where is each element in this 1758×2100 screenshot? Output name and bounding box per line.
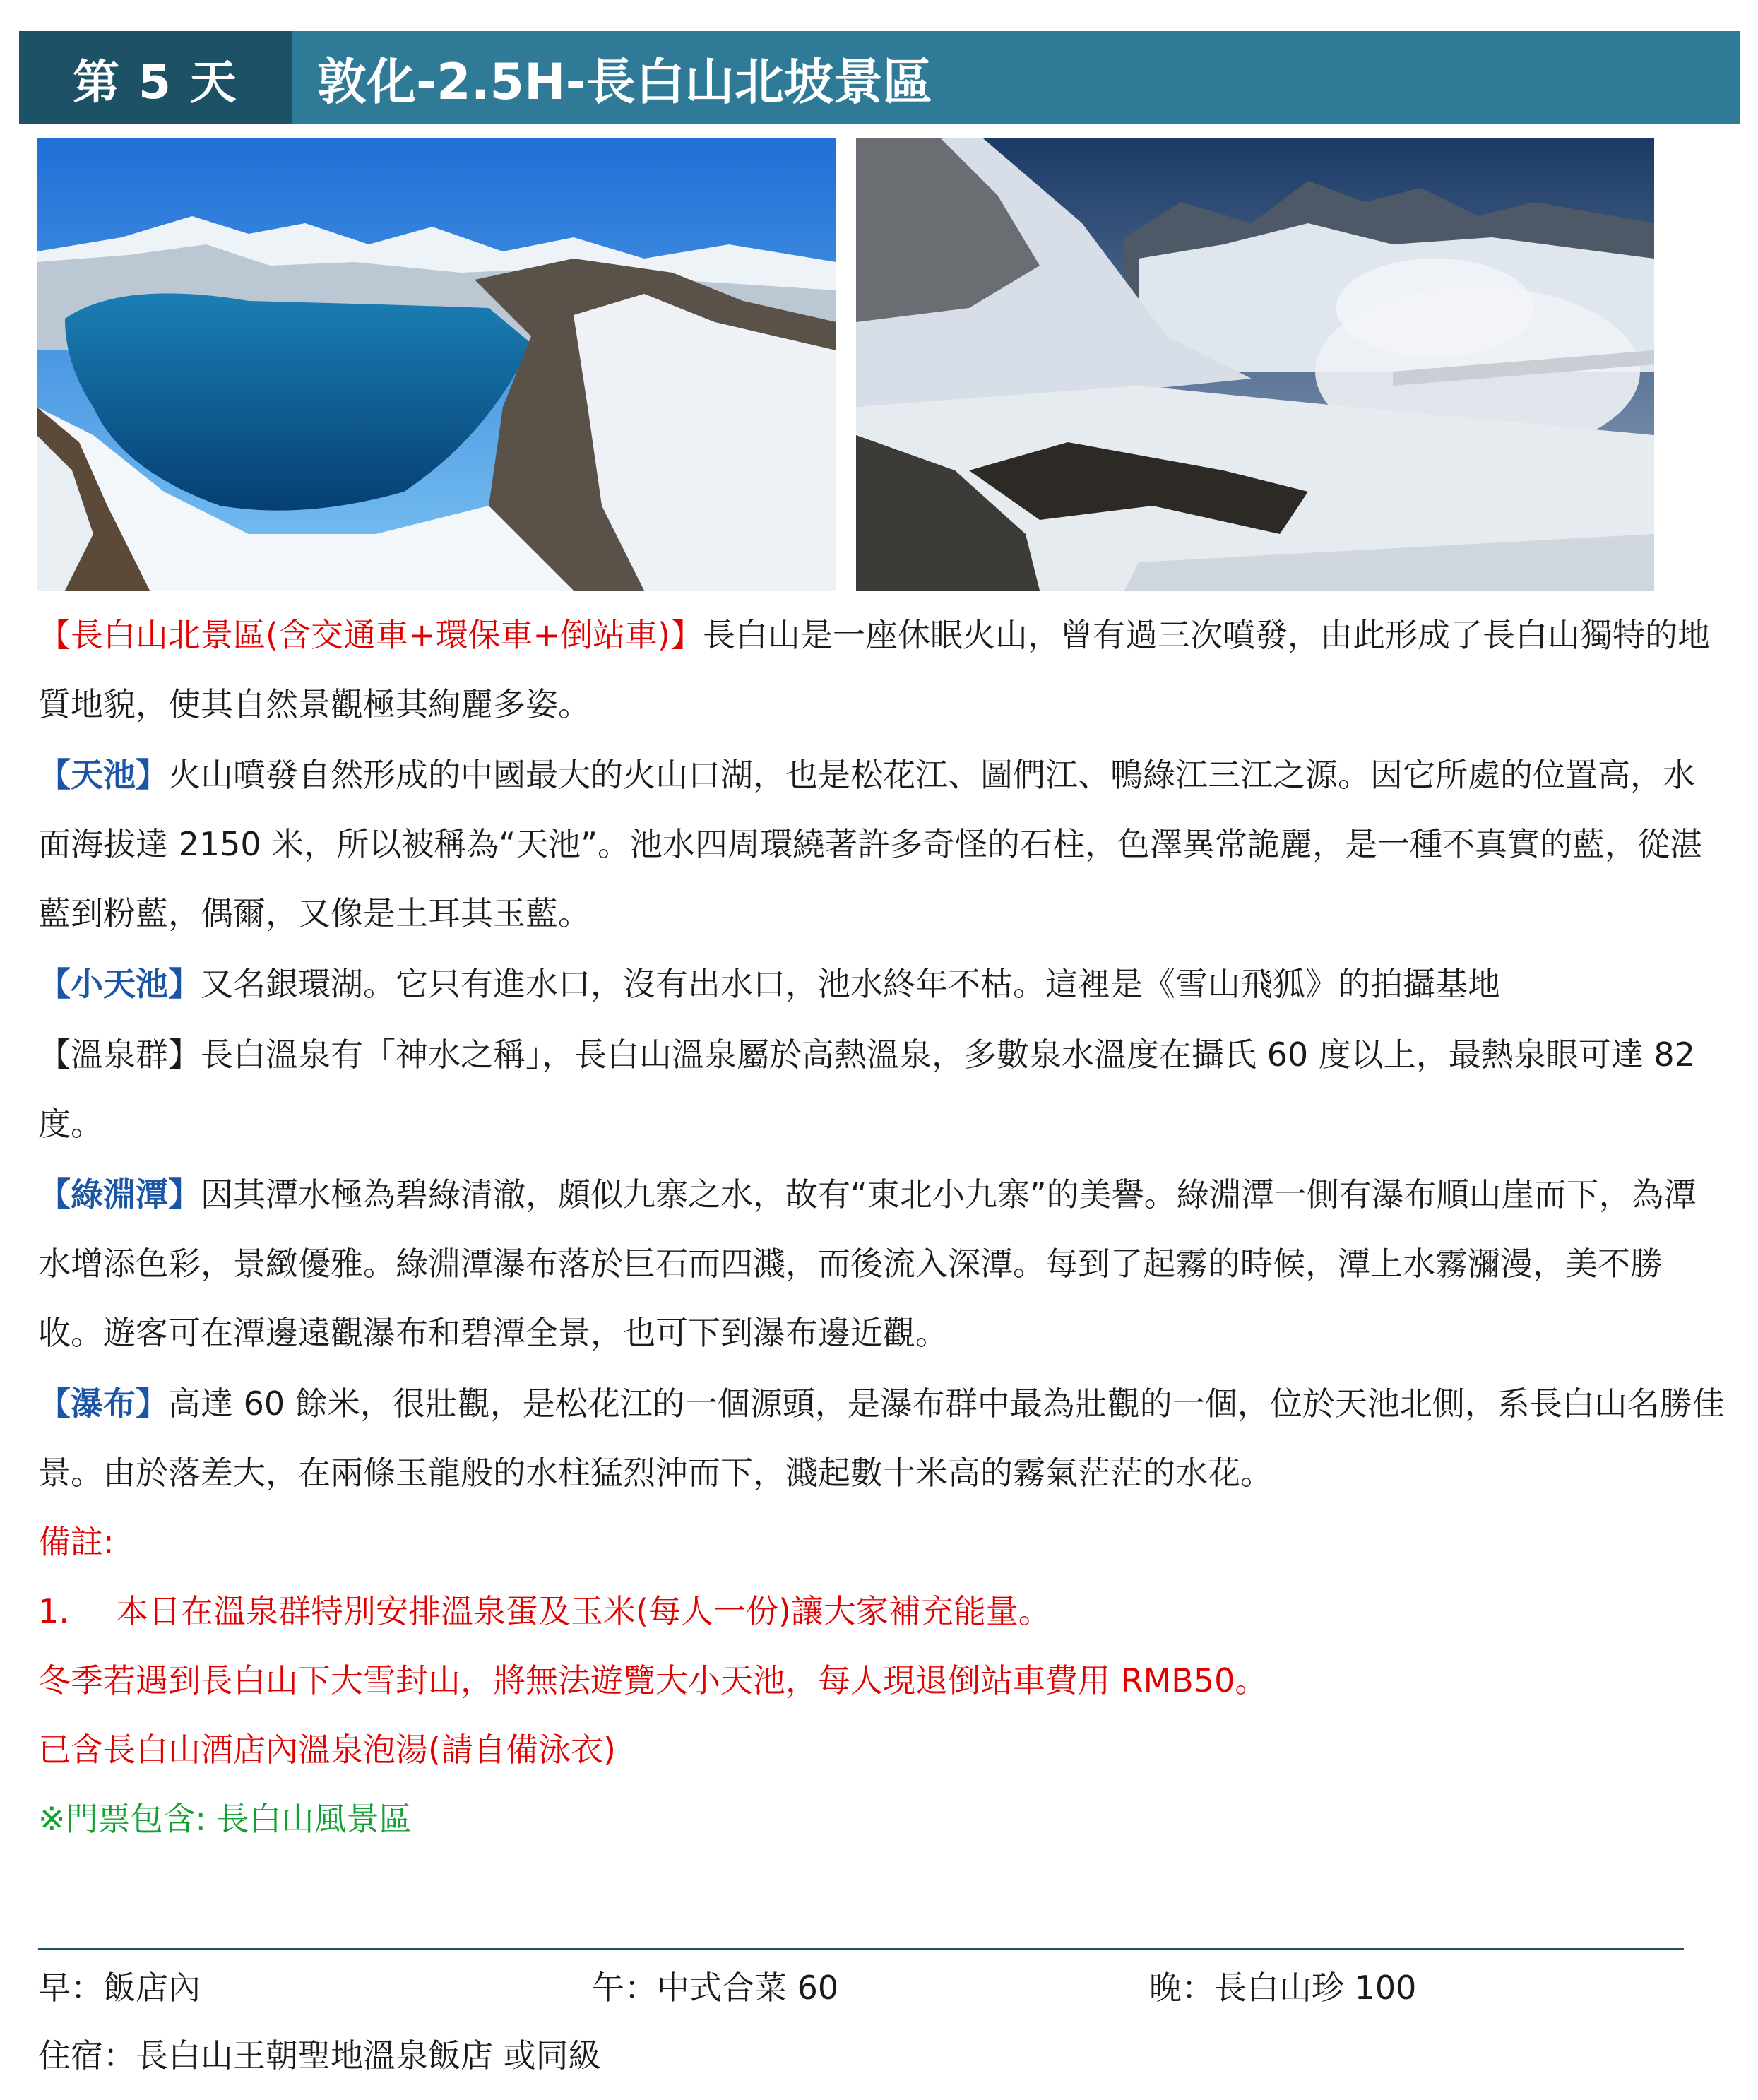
notes-label: 備註:	[38, 1523, 114, 1561]
section-xiaotianchi	[38, 949, 1726, 1019]
divider	[38, 1948, 1684, 1950]
note-snow-closure: 冬季若遇到長白山下大雪封山，將無法遊覽大小天池，每人現退倒站車費用 RMB50。	[38, 1661, 1268, 1699]
day-label: 第 5 天	[19, 31, 292, 124]
section-hot-springs	[38, 1020, 1726, 1158]
meals-lodging	[38, 1954, 1726, 2089]
note-text: 本日在溫泉群特別安排溫泉蛋及玉米(每人一份)讓大家補充能量。	[116, 1592, 1051, 1630]
section-tianchi	[38, 740, 1726, 948]
section-text: 長白溫泉有「神水之稱」，長白山溫泉屬於高熱溫泉，多數泉水溫度在攝氏 60 度以上，最熱泉眼可達 82 度。	[38, 1036, 1695, 1143]
section-lvyuantan	[38, 1160, 1726, 1368]
ticket-included: ※門票包含: 長白山風景區	[38, 1800, 412, 1838]
note-hot-spring-bath: 已含長白山酒店內溫泉泡湯(請自備泳衣)	[38, 1731, 616, 1769]
tianchi-lake-photo	[37, 138, 836, 591]
dinner: 晚：長白山珍 100	[1149, 1969, 1417, 2007]
section-text: 因其潭水極為碧綠清澈，頗似九寨之水，故有“東北小九寨”的美譽。綠淵潭一側有瀑布順山崖而下，為潭水增添色彩，景緻優雅。綠淵潭瀑布落於巨石而四濺，而後流入深潭。每到了起霧的時候，潭上水霧瀰漫，美不勝收。遊客可在潭邊遠觀瀑布和碧潭全景，也可下到瀑布邊近觀。	[38, 1175, 1697, 1352]
section-beipo	[38, 600, 1726, 739]
lodging: 住宿：長白山王朝聖地溫泉飯店 或同級	[38, 2036, 601, 2075]
section-text: 又名銀環湖。它只有進水口，沒有出水口，池水終年不枯。這裡是《雪山飛狐》的拍攝基地	[201, 965, 1500, 1003]
lunch: 午：中式合菜 60	[592, 1969, 839, 2007]
section-title: 【天池】	[38, 756, 168, 794]
route-title: 敦化-2.5H-長白山北坡景區	[293, 31, 1740, 124]
section-title: 【小天池】	[38, 965, 201, 1003]
section-title: 【瀑布】	[38, 1384, 168, 1423]
section-text: 火山噴發自然形成的中國最大的火山口湖，也是松花江、圖們江、鴨綠江三江之源。因它所處的位置高，水面海拔達 2150 米，所以被稱為“天池”。池水四周環繞著許多奇怪的石柱，色澤異常詭麗，是一種不真實的藍，從湛藍到粉藍，偶爾，又像是土耳其玉藍。	[38, 756, 1702, 932]
note-number: 1.	[38, 1592, 69, 1630]
section-text: 高達 60 餘米，很壯觀，是松花江的一個源頭，是瀑布群中最為壯觀的一個，位於天池北側，系長白山名勝佳景。由於落差大，在兩條玉龍般的水柱猛烈沖而下，濺起數十米高的霧氣茫茫的水花。	[38, 1384, 1725, 1492]
breakfast: 早：飯店內	[38, 1969, 201, 2007]
meals-row	[38, 1954, 1726, 2022]
section-title: 【溫泉群】	[38, 1036, 201, 1074]
hot-spring-valley-photo	[856, 138, 1654, 591]
section-title: 【綠淵潭】	[38, 1175, 201, 1214]
note-item-1	[38, 1577, 1726, 1646]
section-text: 長白山是一座休眠火山，曾有過三次噴發，由此形成了長白山獨特的地質地貌，使其自然景觀極其絢麗多姿。	[38, 616, 1710, 723]
itinerary-body	[38, 600, 1726, 1853]
section-waterfall	[38, 1369, 1726, 1507]
section-title: 【長白山北景區(含交通車+環保車+倒站車)】	[38, 616, 703, 654]
day-header	[19, 31, 1740, 124]
